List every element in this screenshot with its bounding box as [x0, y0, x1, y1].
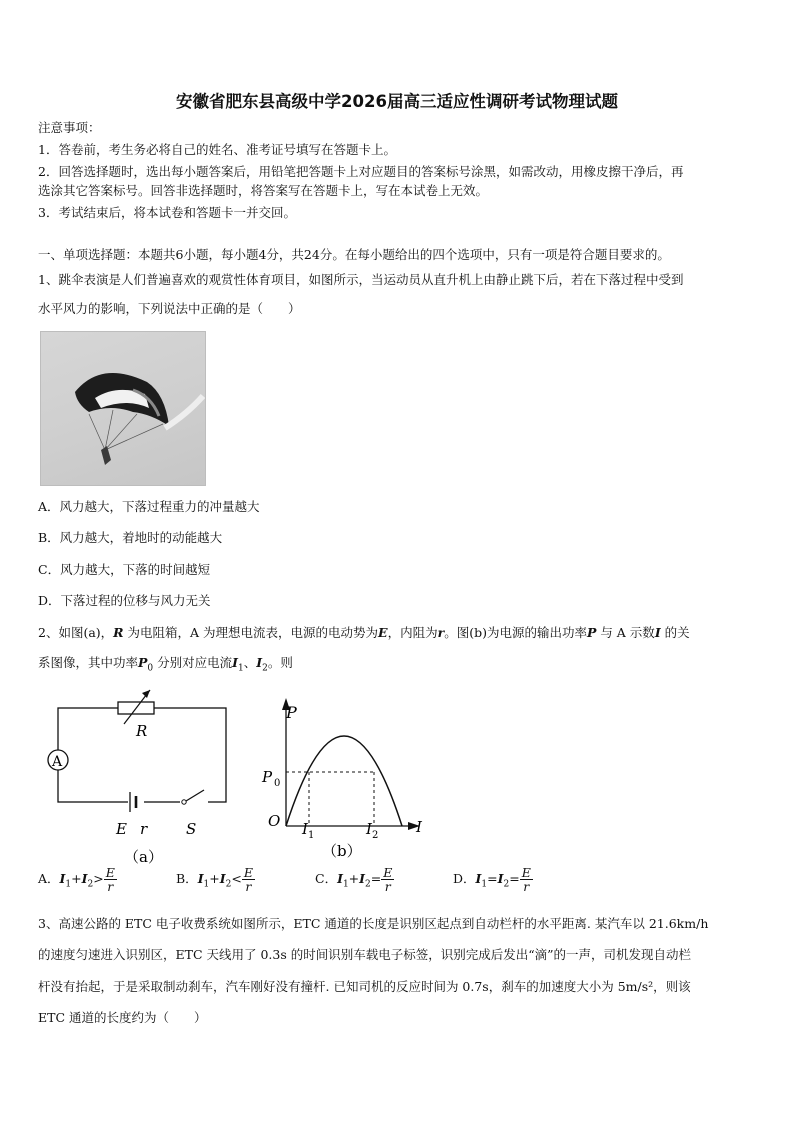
section-heading: 一、单项选择题：本题共6小题，每小题4分，共24分。在每小题给出的四个选项中，只有一项是符合题目要求的。 [38, 247, 670, 262]
note-item-1: 1．答卷前，考生务必将自己的姓名、准考证号填写在答题卡上。 [38, 142, 396, 157]
note-item-3: 3．考试结束后，将本试卷和答题卡一并交回。 [38, 205, 296, 220]
q1-stem-line-1: 1、跳伞表演是人们普遍喜欢的观赏性体育项目，如图所示，当运动员从直升机上由静止跳下后，若在下落过程中受到 [38, 272, 684, 287]
q3-stem-line-2: 的速度匀速进入识别区，ETC 天线用了 0.3s 的时间识别车载电子标签，识别完成后发出“滴”的一声，司机发现自动栏 [38, 947, 692, 962]
q2-option-a: A．$I_1+I_2>$ $\frac{E}{r}$ [38, 865, 115, 894]
parachute-photo [40, 331, 206, 486]
label-p0-sub: 0 [274, 778, 281, 789]
page-title: 安徽省肥东县高级中学2026届高三适应性调研考试物理试题 [176, 92, 618, 111]
q1-option-b: B．风力越大，着地时的动能越大 [38, 530, 223, 545]
q3-stem-line-1: 3、高速公路的 ETC 电子收费系统如图所示，ETC 通道的长度是识别区起点到自动栏杆的水平距离. 某汽车以 21.6km/h [38, 916, 709, 931]
label-i1: I [302, 820, 308, 838]
q1-option-a: A．风力越大，下落过程重力的冲量越大 [38, 499, 260, 514]
note-item-2-cont: 选涂其它答案标号。回答非选择题时，将答案写在答题卡上，写在本试卷上无效。 [38, 183, 489, 198]
label-origin: O [268, 812, 281, 830]
circuit-diagram [38, 678, 248, 868]
power-curve [286, 736, 402, 826]
q1-option-d: D．下落过程的位移与风力无关 [38, 593, 211, 608]
label-s: S [186, 820, 197, 838]
q1-stem-line-2: 水平风力的影响，下列说法中正确的是（ ） [38, 301, 301, 316]
circuit-caption: （a） [124, 848, 163, 866]
q2-stem-line-1: 2、如图(a)，R 为电阻箱，A 为理想电流表，电源的电动势为E，内阻为r。图(b)为电源的输出功率P 与 A 示数I 的关 [38, 625, 690, 640]
label-i1-sub: 1 [308, 830, 315, 841]
notes-heading: 注意事项： [38, 120, 101, 135]
q2-option-c: C．$I_1+I_2=$ $\frac{E}{r}$ [315, 865, 393, 894]
axis-label-p: P [286, 703, 297, 722]
q3-stem-line-4: ETC 通道的长度约为（ ） [38, 1010, 207, 1025]
axis-label-i: I [416, 818, 422, 836]
label-r-internal: r [140, 820, 148, 838]
power-current-graph [256, 696, 436, 868]
q2-option-b: B．$I_1+I_2<$ $\frac{E}{r}$ [176, 865, 253, 894]
note-item-2: 2．回答选择题时，选出每小题答案后，用铅笔把答题卡上对应题目的答案标号涂黑，如需改动，用橡皮擦干净后，再 [38, 164, 684, 179]
label-r-resistor: R [136, 722, 148, 740]
graph-caption: （b） [322, 842, 362, 860]
q2-stem-line-2: 系图像，其中功率$P_0$ 分别对应电流$I_1$、$I_2$。则 [38, 655, 293, 674]
label-ammeter: A [52, 754, 63, 770]
q2-option-d: D．$I_1=I_2=$ $\frac{E}{r}$ [453, 865, 531, 894]
label-p0: P [262, 768, 273, 786]
label-e: E [116, 820, 127, 838]
label-i2-sub: 2 [372, 830, 379, 841]
q3-stem-line-3: 杆没有抬起，于是采取制动刹车，汽车刚好没有撞杆. 已知司机的反应时间为 0.7s，刹车的加速度大小为 5m/s²，则该 [38, 979, 691, 994]
q1-option-c: C．风力越大，下落的时间越短 [38, 562, 211, 577]
label-i2: I [366, 820, 372, 838]
